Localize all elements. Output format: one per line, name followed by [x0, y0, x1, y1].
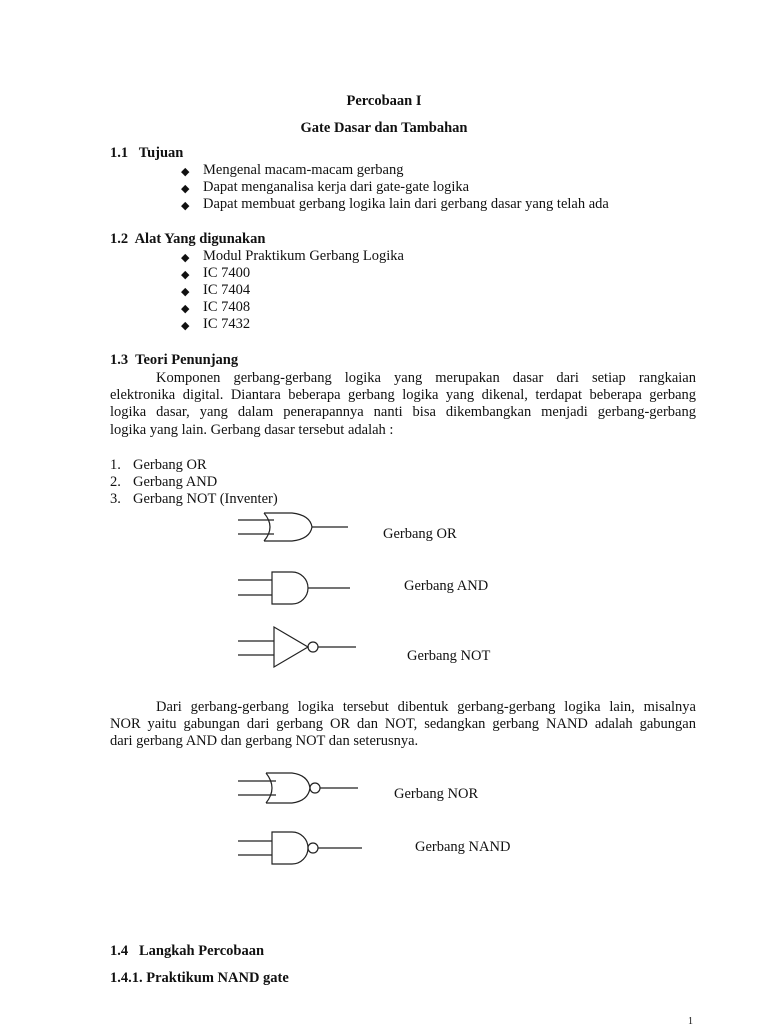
bullet-diamond-icon: ◆ — [181, 286, 190, 298]
bullet-diamond-icon: ◆ — [181, 183, 190, 195]
nor-gate-symbol — [230, 771, 370, 807]
bullet-diamond-icon: ◆ — [181, 320, 190, 332]
teori-paragraph-1 — [110, 370, 696, 439]
tujuan-item: Dapat membuat gerbang logika lain dari gerbang dasar yang telah ada — [203, 196, 609, 212]
sub-heading-nand: 1.4.1. Praktikum NAND gate — [110, 970, 289, 986]
or-gate-symbol — [230, 510, 360, 546]
bullet-diamond-icon: ◆ — [181, 166, 190, 178]
paragraph-line: logika yang lain. Gerbang dasar tersebut adalah : — [110, 421, 394, 438]
bullet-diamond-icon: ◆ — [181, 252, 190, 264]
paragraph-line: dari gerbang AND dan gerbang NOT dan seterusnya. — [110, 733, 419, 750]
list-number: 3. — [110, 491, 121, 507]
not-gate-symbol — [230, 624, 360, 670]
gate-label-not: Gerbang NOT — [407, 648, 491, 664]
bullet-diamond-icon: ◆ — [181, 303, 190, 315]
section-heading-tujuan: 1.1 Tujuan — [110, 145, 184, 161]
alat-item: IC 7408 — [203, 299, 251, 315]
and-gate-symbol — [230, 570, 360, 606]
paragraph-line: Dari gerbang-gerbang logika tersebut dibentuk gerbang-gerbang logika lain, misalnya — [156, 699, 696, 715]
bullet-diamond-icon: ◆ — [181, 269, 190, 281]
document-subtitle: Gate Dasar dan Tambahan — [300, 120, 468, 136]
list-item-text: Gerbang AND — [133, 474, 218, 490]
gate-label-nor: Gerbang NOR — [394, 786, 479, 802]
gate-label-nand: Gerbang NAND — [415, 839, 511, 855]
bullet-diamond-icon: ◆ — [181, 200, 190, 212]
list-number: 2. — [110, 474, 121, 490]
nand-gate-symbol — [230, 830, 370, 866]
page-number: 1 — [688, 1016, 693, 1027]
section-heading-teori: 1.3 Teori Penunjang — [110, 352, 239, 368]
alat-item: IC 7404 — [203, 282, 251, 298]
tujuan-item: Dapat menganalisa kerja dari gate-gate logika — [203, 179, 470, 195]
teori-paragraph-2 — [110, 699, 696, 751]
section-heading-langkah: 1.4 Langkah Percobaan — [110, 943, 265, 959]
list-number: 1. — [110, 457, 121, 473]
document-title: Percobaan I — [346, 93, 422, 109]
alat-item: IC 7400 — [203, 265, 251, 281]
gate-label-and: Gerbang AND — [404, 578, 489, 594]
gate-label-or: Gerbang OR — [383, 526, 457, 542]
paragraph-line: Komponen gerbang-gerbang logika yang merupakan dasar dari setiap rangkaian — [156, 370, 696, 386]
alat-item: Modul Praktikum Gerbang Logika — [203, 248, 404, 264]
paragraph-line: logika dasar, yang dalam penerapannya nanti bisa dikembangkan menjadi gerbang-gerbang — [110, 404, 696, 421]
list-item-text: Gerbang NOT (Inventer) — [133, 491, 278, 507]
paragraph-line: elektronika digital. Diantara beberapa gerbang logika yang dikenal, terdapat beberapa gerbang — [110, 387, 696, 404]
alat-item: IC 7432 — [203, 316, 251, 332]
paragraph-line: NOR yaitu gabungan dari gerbang OR dan NOT, sedangkan gerbang NAND adalah gabungan — [110, 716, 696, 733]
section-heading-alat: 1.2 Alat Yang digunakan — [110, 231, 266, 247]
tujuan-item: Mengenal macam-macam gerbang — [203, 162, 404, 178]
list-item-text: Gerbang OR — [133, 457, 207, 473]
